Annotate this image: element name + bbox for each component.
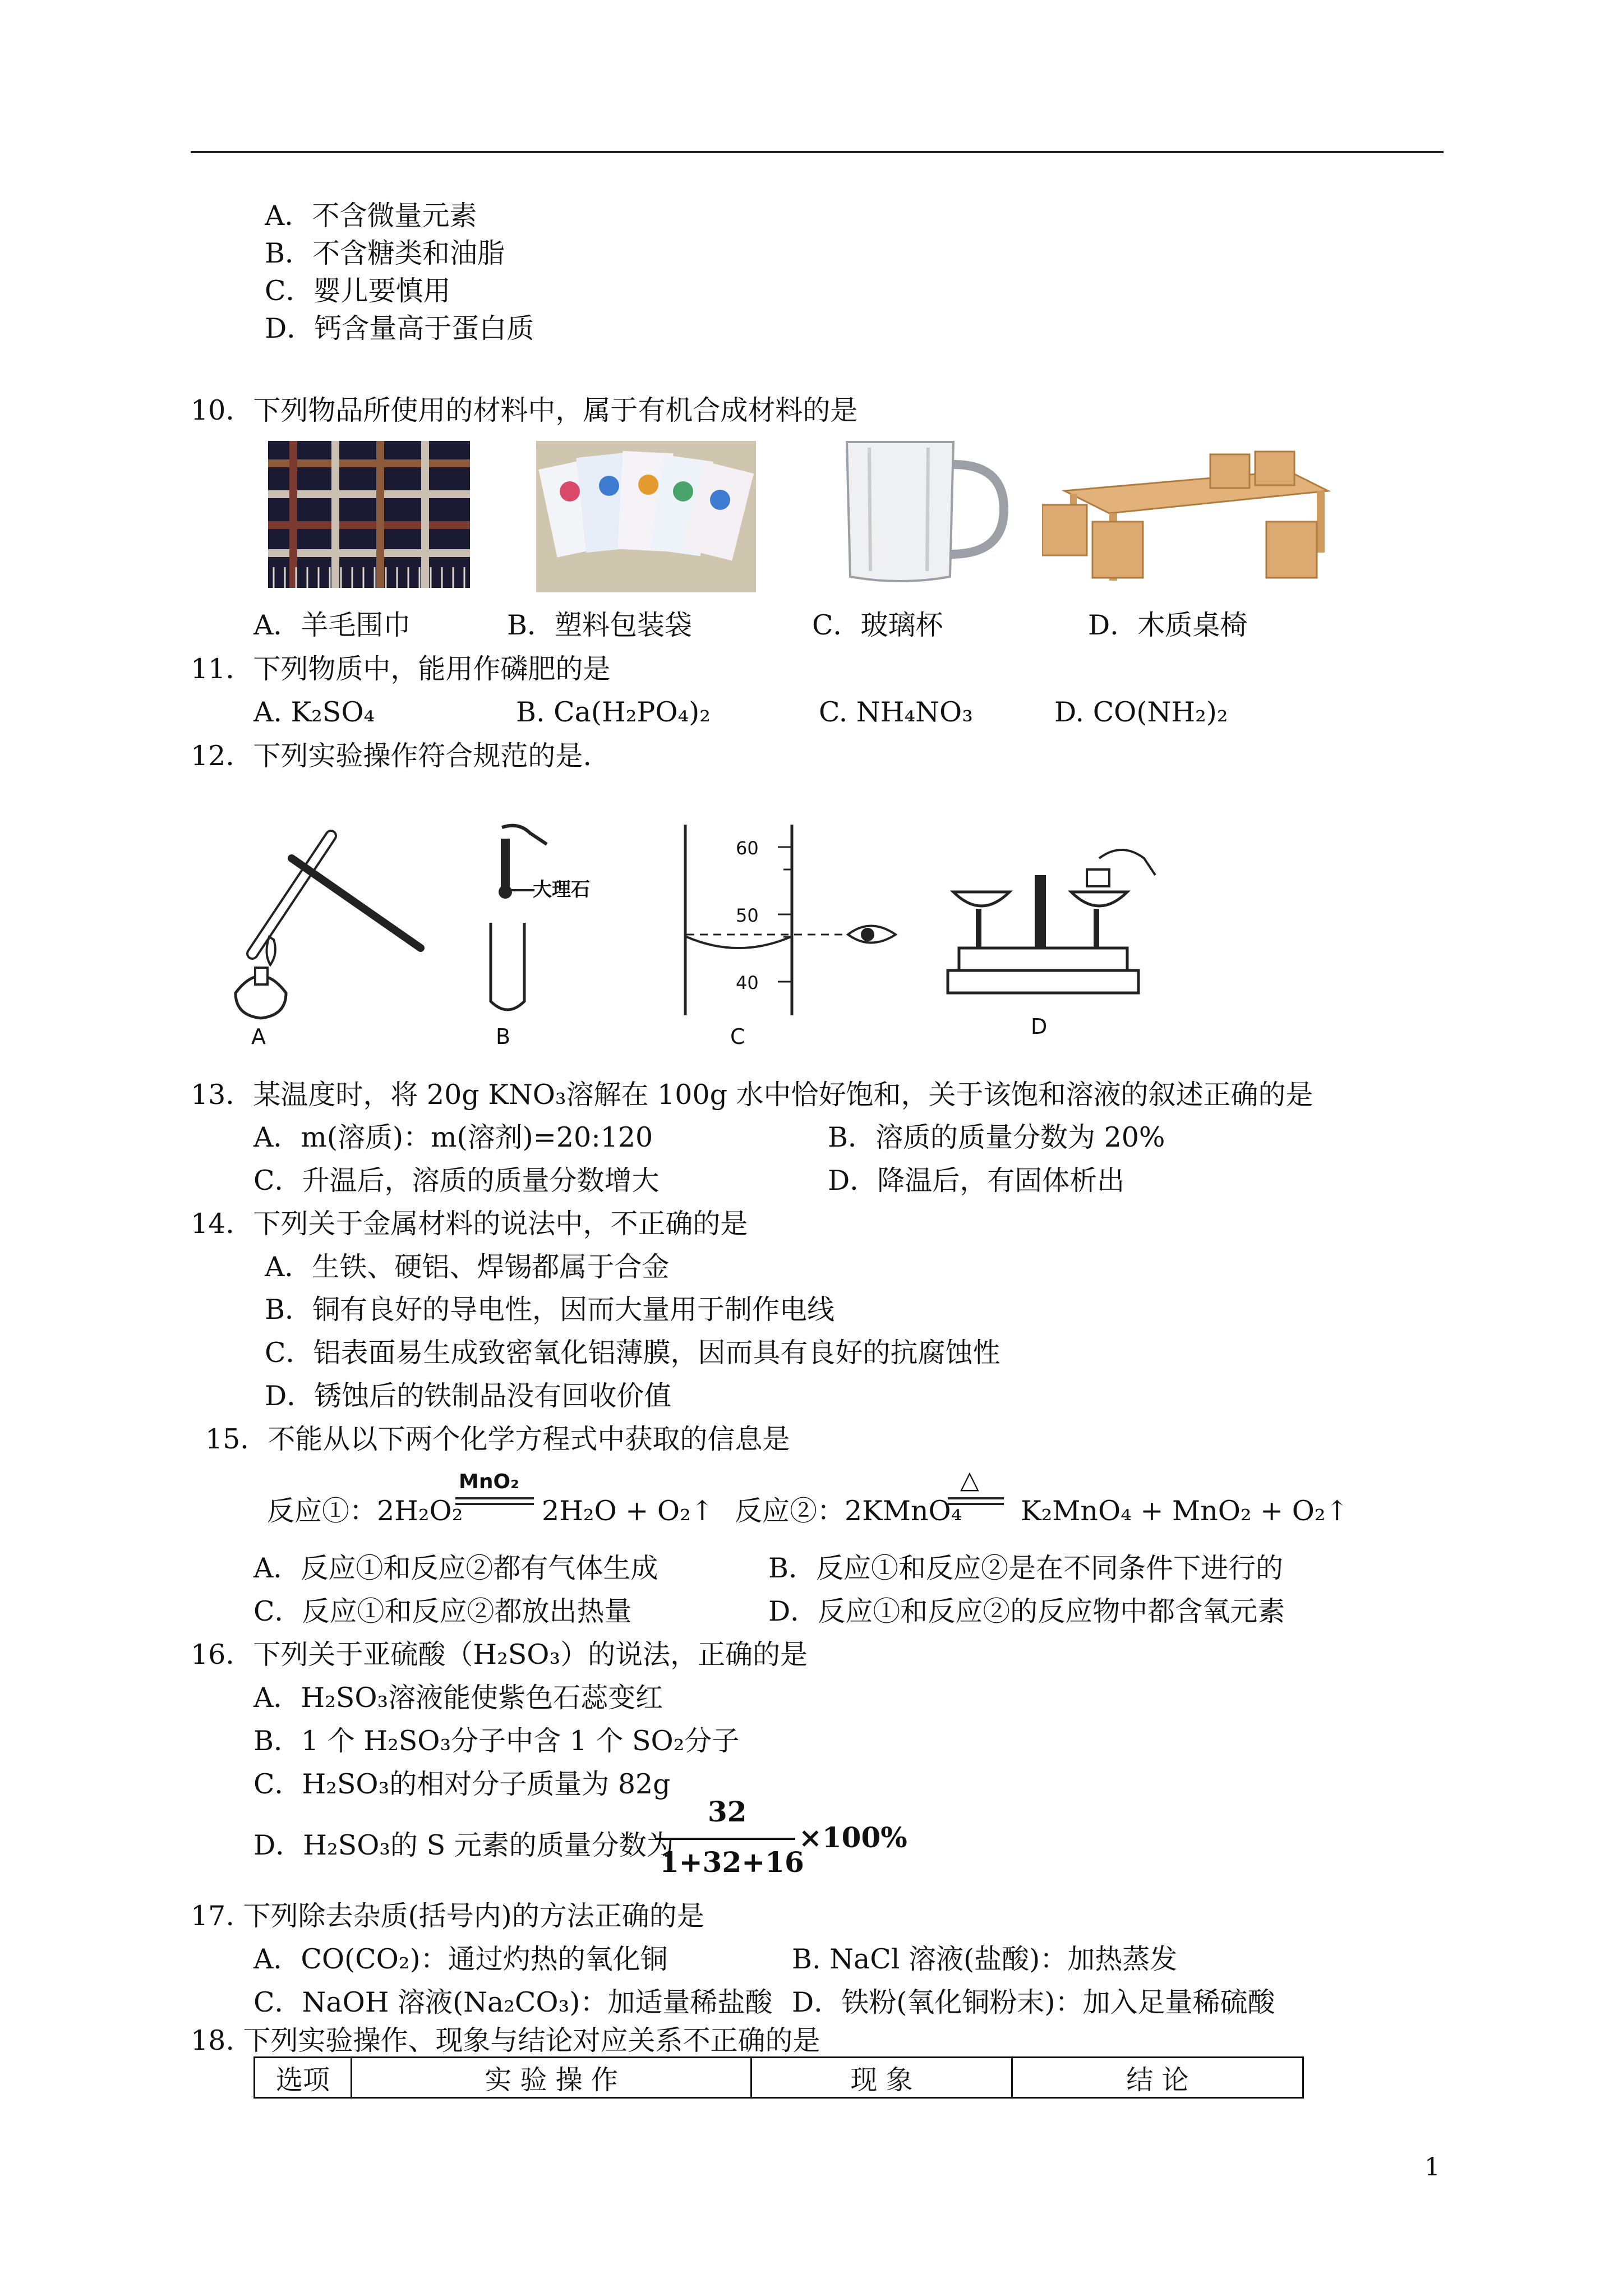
q16-option-c: C．H₂SO₃的相对分子质量为 82g [253, 1768, 671, 1800]
q14-stem: 14．下列关于金属材料的说法中，不正确的是 [191, 1208, 748, 1240]
apparatus-d-label: D [1031, 1014, 1048, 1039]
fraction-suffix: ×100% [799, 1821, 907, 1854]
fraction-denominator: 1+32+16 [660, 1846, 804, 1879]
scale-60: 60 [736, 838, 759, 859]
q17-option-b: B. NaCl 溶液(盐酸)：加热蒸发 [792, 1943, 1178, 1975]
q9-option-c: C．婴儿要慎用 [265, 275, 451, 307]
q15-stem: 15．不能从以下两个化学方程式中获取的信息是 [205, 1423, 790, 1455]
q16-option-d: D．H₂SO₃的 S 元素的质量分数为 [253, 1829, 674, 1861]
fraction-bar [655, 1837, 795, 1841]
q9-option-a: A．不含微量元素 [265, 200, 477, 232]
reaction1-products: 2H₂O + O₂↑ [542, 1495, 714, 1527]
reaction1-catalyst: MnO₂ [459, 1470, 519, 1493]
q10-option-a: A．羊毛围巾 [253, 609, 411, 641]
q15-option-a: A．反应①和反应②都有气体生成 [253, 1552, 658, 1584]
wool-scarf-image [268, 441, 470, 588]
q15-option-c: C．反应①和反应②都放出热量 [253, 1595, 632, 1627]
q14-option-d: D．锈蚀后的铁制品没有回收价值 [265, 1380, 672, 1412]
q13-option-c: C．升温后，溶质的质量分数增大 [253, 1165, 660, 1197]
q10-option-b: B．塑料包装袋 [507, 609, 693, 641]
glass-cup-image [836, 436, 1021, 586]
apparatus-b-label: B [496, 1024, 511, 1049]
reaction2-equals-sign [948, 1497, 1004, 1506]
q16-option-b: B．1 个 H₂SO₃分子中含 1 个 SO₂分子 [253, 1725, 740, 1757]
marble-pointer-line [508, 889, 534, 892]
q13-option-b: B．溶质的质量分数为 20% [828, 1121, 1165, 1153]
reaction2-condition: △ [960, 1466, 979, 1494]
plastic-bags-image [536, 441, 756, 592]
q16-stem: 16．下列关于亚硫酸（H₂SO₃）的说法，正确的是 [191, 1639, 808, 1671]
marble-label: 大理石 [533, 878, 590, 901]
q10-option-d: D．木质桌椅 [1088, 609, 1248, 641]
q11-option-c: C. NH₄NO₃ [819, 696, 973, 728]
reaction1-equals-sign [455, 1497, 534, 1506]
q12-stem: 12．下列实验操作符合规范的是. [191, 740, 592, 772]
fraction-numerator: 32 [708, 1795, 747, 1828]
q10-option-c: C．玻璃杯 [812, 609, 943, 641]
q9-option-b: B．不含糖类和油脂 [265, 237, 505, 269]
apparatus-b-image [479, 822, 575, 1018]
scale-50: 50 [736, 905, 759, 926]
apparatus-d-image [942, 836, 1166, 1004]
apparatus-a-image [208, 825, 432, 1032]
q9-option-d: D．钙含量高于蛋白质 [265, 312, 534, 344]
q13-option-d: D．降温后，有固体析出 [828, 1165, 1125, 1197]
q14-option-c: C．铝表面易生成致密氧化铝薄膜，因而具有良好的抗腐蚀性 [265, 1337, 1000, 1369]
page-number: 1 [1424, 2153, 1440, 2182]
wooden-table-chairs-image [1042, 438, 1334, 585]
apparatus-a-label: A [251, 1024, 266, 1049]
q13-stem: 13．某温度时，将 20g KNO₃溶解在 100g 水中恰好饱和，关于该饱和溶液的叙述正确的是 [191, 1079, 1313, 1111]
q11-option-d: D. CO(NH₂)₂ [1054, 696, 1228, 728]
header-option: 选项 [255, 2058, 352, 2098]
apparatus-c-label: C [730, 1024, 745, 1049]
reaction2-products: K₂MnO₄ + MnO₂ + O₂↑ [1021, 1495, 1349, 1527]
q11-option-b: B. Ca(H₂PO₄)₂ [516, 696, 711, 728]
header-operation: 实 验 操 作 [352, 2058, 751, 2098]
q16-option-a: A．H₂SO₃溶液能使紫色石蕊变红 [253, 1682, 663, 1714]
q17-option-c: C．NaOH 溶液(Na₂CO₃)：加适量稀盐酸 [253, 1986, 773, 2018]
header-phenomenon: 现 象 [751, 2058, 1012, 2098]
scale-40: 40 [736, 972, 759, 993]
q17-option-d: D．铁粉(氧化铜粉末)：加入足量稀硫酸 [792, 1986, 1275, 2018]
reaction1-reactant: 反应①：2H₂O₂ [267, 1495, 463, 1527]
header-conclusion: 结 论 [1012, 2058, 1303, 2098]
q15-option-b: B．反应①和反应②是在不同条件下进行的 [768, 1552, 1284, 1584]
q14-option-a: A．生铁、硬铝、焊锡都属于合金 [265, 1251, 670, 1283]
table-header-row [255, 2058, 1303, 2098]
q11-option-a: A. K₂SO₄ [253, 696, 375, 728]
q13-option-a: A．m(溶质)：m(溶剂)=20:120 [253, 1121, 653, 1153]
q17-option-a: A．CO(CO₂)：通过灼热的氧化铜 [253, 1943, 668, 1975]
q11-stem: 11．下列物质中，能用作磷肥的是 [191, 653, 611, 685]
q17-stem: 17. 下列除去杂质(括号内)的方法正确的是 [191, 1900, 704, 1932]
q18-table [253, 2056, 1304, 2099]
q14-option-b: B．铜有良好的导电性，因而大量用于制作电线 [265, 1294, 835, 1326]
reaction2-reactant: 反应②：2KMnO₄ [735, 1495, 962, 1527]
q15-option-d: D．反应①和反应②的反应物中都含氧元素 [768, 1595, 1285, 1627]
header-rule [191, 151, 1444, 153]
q10-stem: 10．下列物品所使用的材料中，属于有机合成材料的是 [191, 394, 858, 426]
apparatus-c-image [680, 825, 921, 1015]
q18-stem: 18. 下列实验操作、现象与结论对应关系不正确的是 [191, 2024, 820, 2056]
